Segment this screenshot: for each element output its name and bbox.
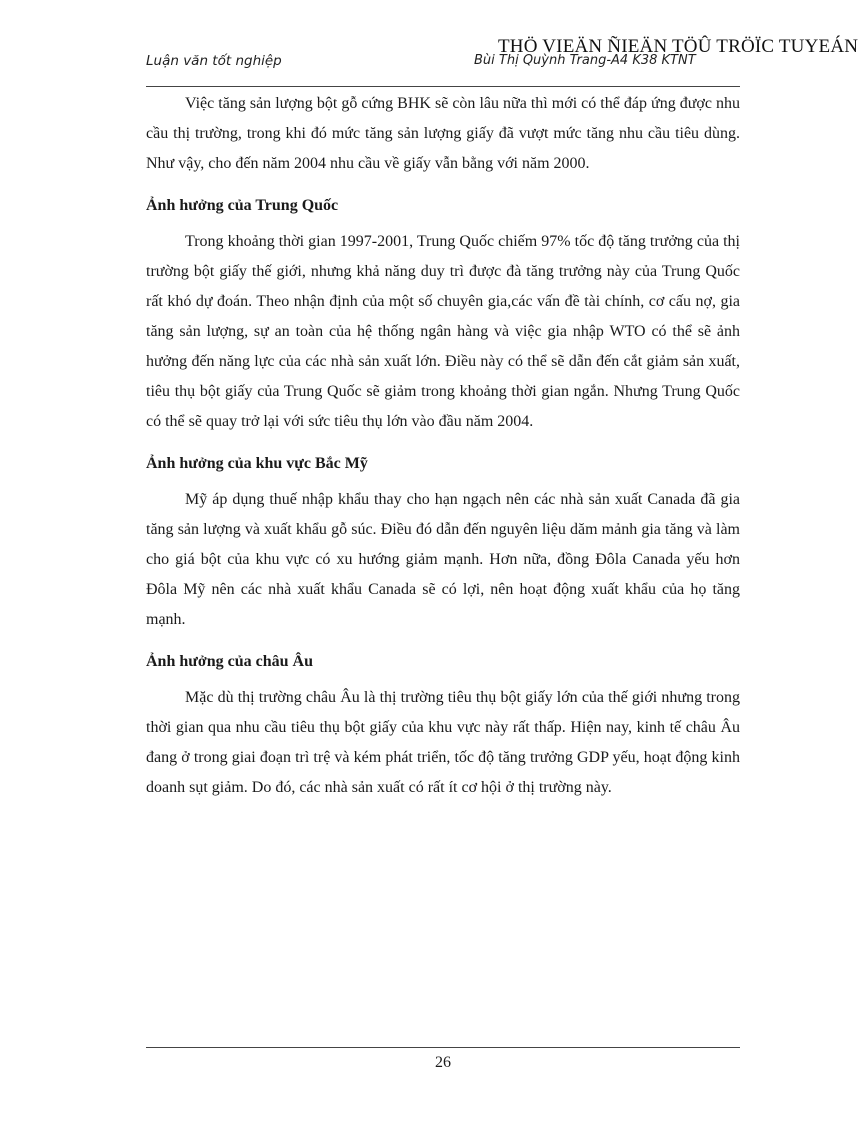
footer-divider [146,1047,740,1048]
header-divider [146,86,740,87]
heading-europe: Ảnh hưởng của châu Âu [146,653,313,670]
page-number: 26 [435,1054,451,1071]
page-body [146,89,740,803]
paragraph-china: Trong khoảng thời gian 1997-2001, Trung Quốc chiếm 97% tốc độ tăng trưởng của thị trường bột giấy thế giới, nhưng khả năng duy trì được đà tăng trưởng này của Trung Quốc rất khó dự đoán. Theo nhận định của một số chuyên gia,các vấn đề tài chính, cơ cấu nợ, gia tăng sản lượng, sự an toàn của hệ thống ngân hàng và việc gia nhập WTO có thể sẽ ảnh hưởng đến năng lực của các nhà sản xuất lớn. Điều này có thể sẽ dẫn đến cắt giảm sản xuất, tiêu thụ bột giấy của Trung Quốc sẽ giảm trong khoảng thời gian ngắn. Nhưng Trung Quốc có thể sẽ quay trở lại với sức tiêu thụ lớn vào đầu năm 2004. [146,233,740,430]
intro-paragraph: Việc tăng sản lượng bột gỗ cứng BHK sẽ còn lâu nữa thì mới có thể đáp ứng được nhu cầu thị trường, trong khi đó mức tăng sản lượng giấy đã vượt mức tăng nhu cầu tiêu dùng. Như vậy, cho đến năm 2004 nhu cầu về giấy vẫn bằng với năm 2000. [146,95,740,172]
header-thesis-title: Luận văn tốt nghiệp [146,53,282,69]
heading-north-america: Ảnh hưởng của khu vực Bắc Mỹ [146,455,368,472]
paragraph-north-america: Mỹ áp dụng thuế nhập khẩu thay cho hạn ngạch nên các nhà sản xuất Canada đã gia tăng sản lượng và xuất khẩu gỗ súc. Điều đó dẫn đến nguyên liệu dăm mảnh gia tăng và làm cho giá bột của khu vực có xu hướng giảm mạnh. Hơn nữa, đồng Đôla Canada yếu hơn Đôla Mỹ nên các nhà xuất khẩu Canada sẽ có lợi, nên hoạt động xuất khẩu của họ tăng mạnh. [146,491,740,628]
paragraph-europe: Mặc dù thị trường châu Âu là thị trường tiêu thụ bột giấy lớn của thế giới nhưng trong thời gian qua nhu cầu tiêu thụ bột giấy của khu vực này rất thấp. Hiện nay, kinh tế châu Âu đang ở trong giai đoạn trì trệ và kém phát triển, tốc độ tăng trưởng GDP yếu, hoạt động kinh doanh sụt giảm. Do đó, các nhà sản xuất có rất ít cơ hội ở thị trường này. [146,689,740,796]
library-watermark: THÖ VIEÄN ÑIEÄN TÖÛ TRÖÏC TUYEÁN [498,36,858,57]
heading-china: Ảnh hưởng của Trung Quốc [146,197,339,214]
header-author: Bùi Thị Quỳnh Trang-A4 K38 KTNT [474,53,696,68]
